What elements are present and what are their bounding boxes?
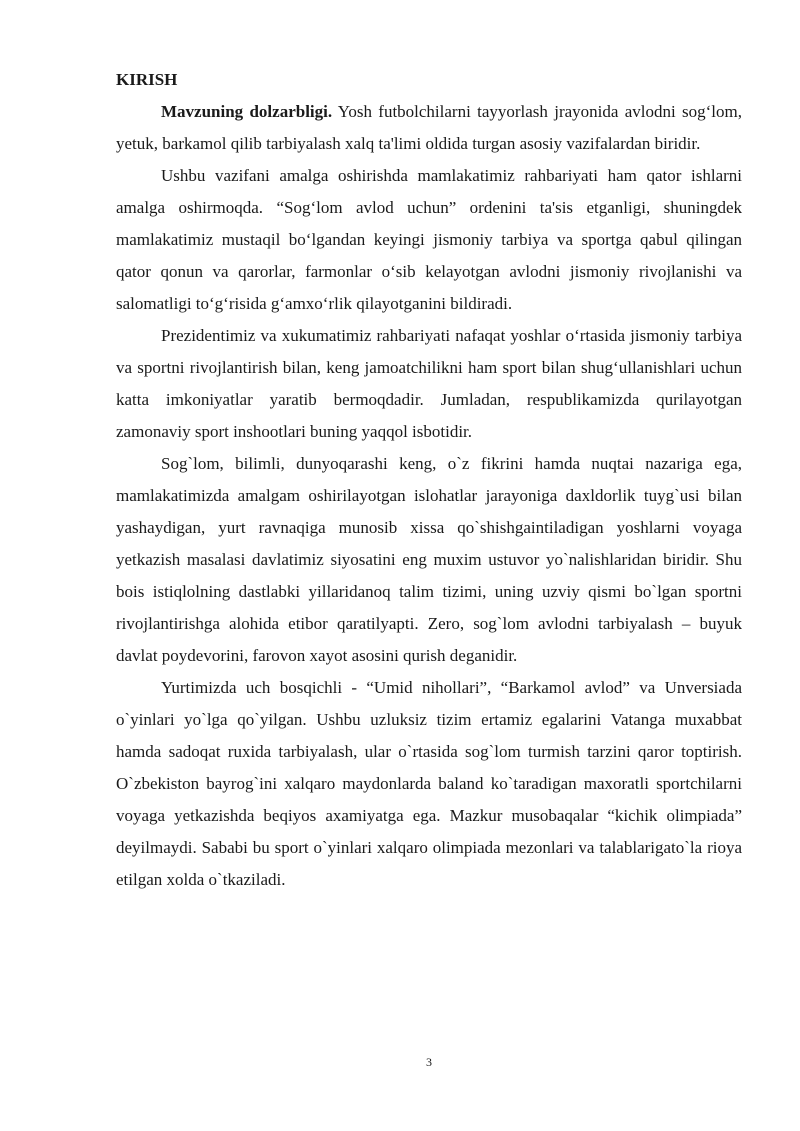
document-page bbox=[116, 64, 742, 896]
paragraph: Sog`lom, bilimli, dunyoqarashi keng, o`z fikrini hamda nuqtai nazariga ega, mamlakatimizda amalgam oshirilayotgan islohatlar jarayoniga daxldorlik tuyg`usi bilan yashaydigan, yurt ravnaqiga munosib xissa qo`shishgaintiladigan yoshlarni voyaga yetkazish masalasi davlatimiz siyosatini eng muxim ustuvor yo`nalishlaridan biridir. Shu bois istiqlolning dastlabki yillaridanoq talim tizimi, uning uzviy qismi bo`lgan sportni rivojlantirishga alohida etibor qaratilyapti. Zero, sog`lom avlodni tarbiyalash – buyuk davlat poydevorini, farovon xayot asosini qurish deganidir. bbox=[116, 454, 742, 665]
paragraph-text: Yosh futbolchilarni tayyorlash jrayonida avlodni sog‘lom, yetuk, barkamol qilib tarbiyalash xalq ta'limi oldida turgan asosiy vazifalardan biridir. bbox=[116, 102, 742, 153]
page-number: 3 bbox=[426, 1055, 432, 1069]
paragraph-relevance bbox=[116, 96, 742, 160]
section-heading: KIRISH bbox=[116, 70, 178, 89]
paragraph: Yurtimizda uch bosqichli - “Umid nihollari”, “Barkamol avlod” va Unversiada o`yinlari yo`lga qo`yilgan. Ushbu uzluksiz tizim ertamiz egalarini Vatanga muxabbat hamda sadoqat ruxida tarbiyalash, ular o`rtasida sog`lom turmish tarzini qaror toptirish. O`zbekiston bayrog`ini xalqaro maydonlarda baland ko`taradigan maxoratli sportchilarni voyaga yetkazishda beqiyos axamiyatga ega. Mazkur musobaqalar “kichik olimpiada” deyilmaydi. Sababi bu sport o`yinlari xalqaro olimpiada mezonlari va talablarigato`la rioya etilgan xolda o`tkaziladi. bbox=[116, 678, 742, 889]
paragraph: Prezidentimiz va xukumatimiz rahbariyati nafaqat yoshlar o‘rtasida jismoniy tarbiya va sportni rivojlantirish bilan, keng jamoatchilikni ham sport bilan shug‘ullanishlari uchun katta imkoniyatlar yaratib bermoqdadir. Jumladan, respublikamizda qurilayotgan zamonaviy sport inshootlari buning yaqqol isbotidir. bbox=[116, 326, 742, 441]
paragraph-lead: Mavzuning dolzarbligi. bbox=[161, 102, 333, 121]
paragraph: Ushbu vazifani amalga oshirishda mamlakatimiz rahbariyati ham qator ishlarni amalga oshirmoqda. “Sog‘lom avlod uchun” ordenini ta'sis etganligi, shuningdek mamlakatimiz mustaqil bo‘lgandan keyingi jismoniy tarbiya va sportga qabul qilingan qator qonun va qarorlar, farmonlar o‘sib kelayotgan avlodni jismoniy rivojlanishi va salomatligi to‘g‘risida g‘amxo‘rlik qilayotganini bildiradi. bbox=[116, 166, 742, 313]
